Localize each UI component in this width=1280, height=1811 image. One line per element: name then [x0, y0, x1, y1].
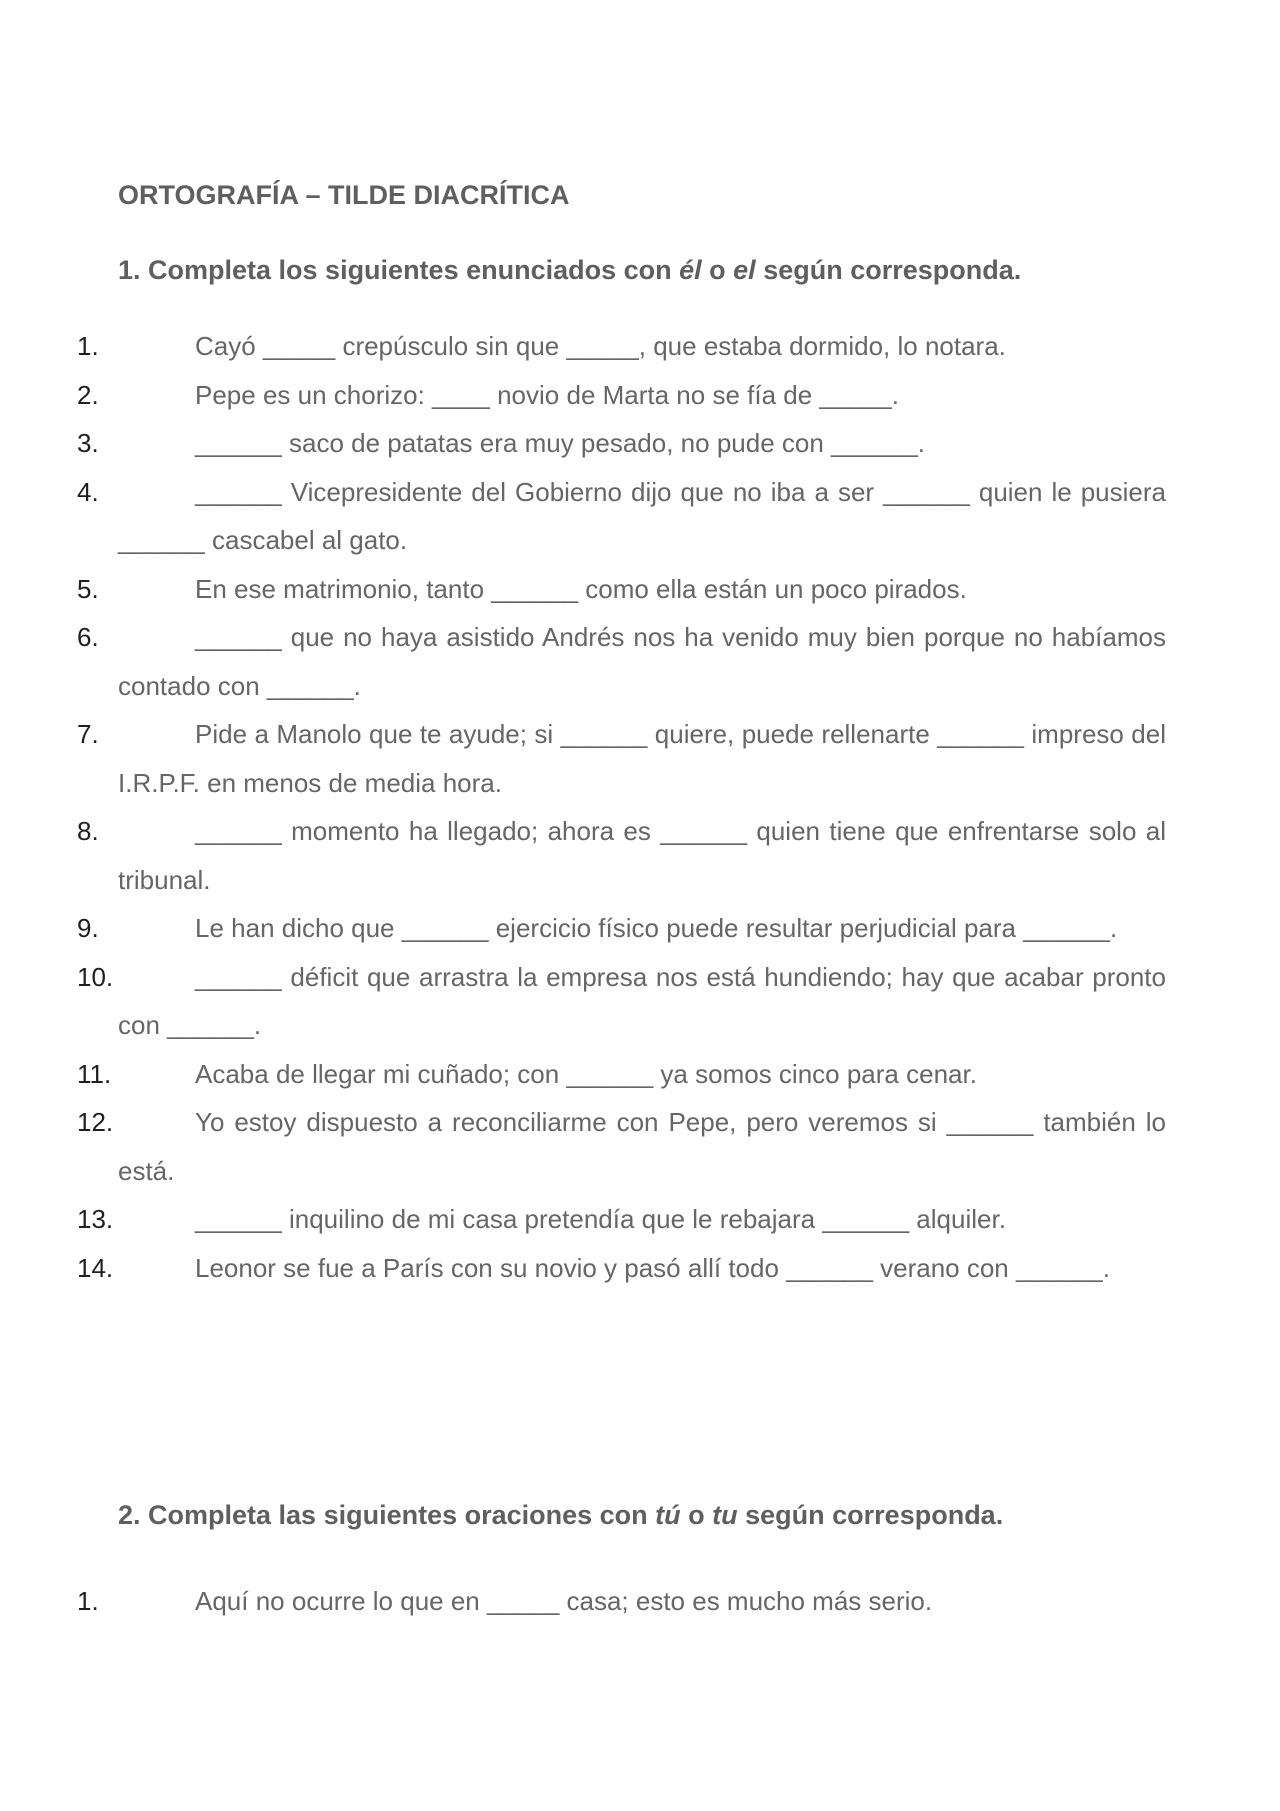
- exercise-number: 1.: [77, 1586, 99, 1616]
- exercise-number: 8.: [77, 816, 99, 846]
- exercise-number: 13.: [77, 1204, 114, 1234]
- section-2-heading-prefix: 2. Completa las siguientes oraciones con: [118, 1500, 656, 1530]
- exercise-item: [0, 419, 1280, 468]
- exercise-text: Pepe es un chorizo: ____ novio de Marta no se fía de _____.: [195, 379, 899, 410]
- exercise-item: [0, 1195, 1280, 1244]
- section-2-heading-word-b: tu: [712, 1500, 738, 1530]
- exercise-text: ______ momento ha llegado; ahora es ______ quien tiene que enfrentarse solo al tribunal.: [118, 816, 1166, 895]
- exercise-item: [0, 468, 1280, 565]
- exercise-text: Yo estoy dispuesto a reconciliarme con Pepe, pero veremos si ______ también lo está.: [118, 1107, 1166, 1186]
- exercise-item: [0, 807, 1280, 904]
- exercise-number: 2.: [77, 379, 99, 410]
- exercise-text: Le han dicho que ______ ejercicio físico puede resultar perjudicial para ______.: [195, 913, 1118, 943]
- exercise-item: [0, 322, 1280, 371]
- exercise-text: Aquí no ocurre lo que en _____ casa; esto es mucho más serio.: [195, 1586, 933, 1616]
- exercise-text: En ese matrimonio, tanto ______ como ella están un poco pirados.: [195, 573, 967, 604]
- exercise-item: [0, 953, 1280, 1050]
- exercise-item: [0, 1244, 1280, 1293]
- exercise-number: 14.: [77, 1252, 114, 1283]
- exercise-number: 11.: [77, 1058, 112, 1089]
- exercise-number: 12.: [77, 1107, 114, 1137]
- section-1-heading-mid: o: [701, 255, 734, 285]
- section-1-heading-prefix: 1. Completa los siguientes enunciados con: [118, 255, 680, 285]
- exercise-item: [0, 904, 1280, 953]
- exercise-number: 5.: [77, 573, 99, 604]
- section-2-exercise-list: [0, 1577, 1280, 1626]
- section-1-heading-word-a: él: [679, 255, 702, 285]
- exercise-item: [0, 1050, 1280, 1099]
- exercise-item: [0, 1577, 1280, 1626]
- section-1-exercise-list: [0, 322, 1280, 1292]
- exercise-text: ______ inquilino de mi casa pretendía que le rebajara ______ alquiler.: [195, 1204, 1006, 1234]
- section-1-heading-word-b: el: [733, 255, 756, 285]
- exercise-number: 6.: [77, 622, 99, 652]
- section-2-heading-word-a: tú: [655, 1500, 681, 1530]
- section-2-heading: [118, 1500, 1003, 1531]
- exercise-text: Leonor se fue a París con su novio y pasó allí todo ______ verano con ______.: [195, 1252, 1110, 1283]
- exercise-text: ______ saco de patatas era muy pesado, no pude con ______.: [195, 428, 926, 458]
- exercise-text: ______ déficit que arrastra la empresa nos está hundiendo; hay que acabar pronto con ______.: [118, 961, 1166, 1040]
- exercise-number: 10.: [77, 961, 114, 992]
- exercise-number: 9.: [77, 913, 99, 943]
- exercise-number: 7.: [77, 719, 99, 749]
- exercise-text: Pide a Manolo que te ayude; si ______ quiere, puede rellenarte ______ impreso del I.R.P.F. en menos de media hora.: [118, 719, 1166, 798]
- section-1-heading: [118, 255, 1021, 286]
- exercise-item: [0, 565, 1280, 614]
- exercise-text: Acaba de llegar mi cuñado; con ______ ya somos cinco para cenar.: [195, 1058, 977, 1089]
- exercise-item: [0, 613, 1280, 710]
- exercise-item: [0, 710, 1280, 807]
- exercise-number: 1.: [77, 331, 99, 361]
- section-2-heading-mid: o: [680, 1500, 713, 1530]
- section-1-heading-suffix: según corresponda.: [755, 255, 1022, 285]
- exercise-item: [0, 371, 1280, 420]
- exercise-number: 4.: [77, 476, 99, 507]
- exercise-item: [0, 1098, 1280, 1195]
- exercise-text: ______ Vicepresidente del Gobierno dijo que no iba a ser ______ quien le pusiera ______ cascabel al gato.: [118, 476, 1166, 555]
- exercise-number: 3.: [77, 428, 99, 458]
- section-2-heading-suffix: según corresponda.: [737, 1500, 1004, 1530]
- exercise-text: ______ que no haya asistido Andrés nos ha venido muy bien porque no habíamos contado con ______.: [118, 622, 1166, 701]
- document-title: ORTOGRAFÍA – TILDE DIACRÍTICA: [118, 180, 570, 210]
- exercise-text: Cayó _____ crepúsculo sin que _____, que estaba dormido, lo notara.: [195, 331, 1006, 361]
